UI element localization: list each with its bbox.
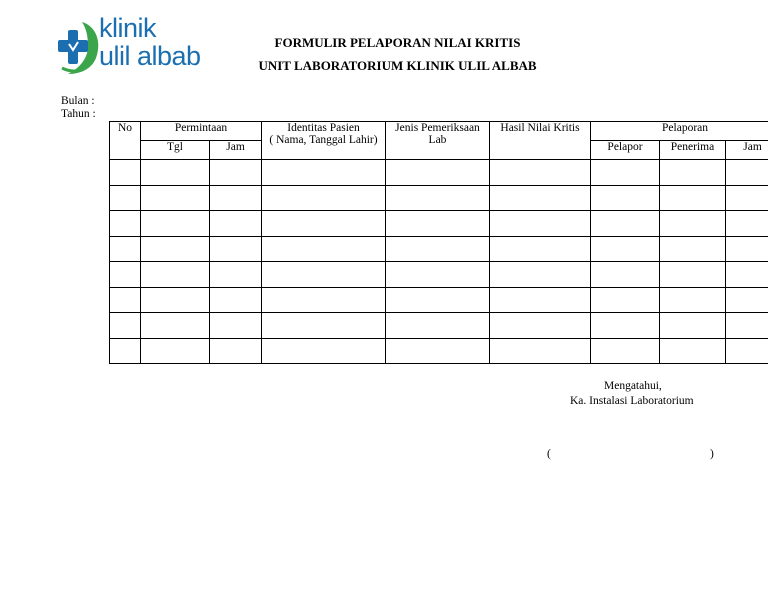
table-cell[interactable] <box>490 185 591 211</box>
table-cell[interactable] <box>262 313 386 339</box>
table-cell[interactable] <box>141 287 210 313</box>
table-cell[interactable] <box>110 287 141 313</box>
table-cell[interactable] <box>110 262 141 288</box>
table-cell[interactable] <box>726 262 768 288</box>
table-cell[interactable] <box>210 287 262 313</box>
table-cell[interactable] <box>262 262 386 288</box>
table-cell[interactable] <box>110 236 141 262</box>
header-penerima: Penerima <box>660 141 726 160</box>
table-cell[interactable] <box>726 338 768 364</box>
table-cell[interactable] <box>110 185 141 211</box>
table-cell[interactable] <box>262 185 386 211</box>
table-row <box>110 287 768 313</box>
table-cell[interactable] <box>660 160 726 186</box>
header-identitas-line2: ( Nama, Tanggal Lahir) <box>269 134 378 146</box>
header-jenis-pemeriksaan <box>386 122 490 160</box>
table-cell[interactable] <box>660 287 726 313</box>
table-cell[interactable] <box>660 185 726 211</box>
table-body <box>110 160 768 364</box>
header-identitas <box>262 122 386 160</box>
table-cell[interactable] <box>210 236 262 262</box>
table-cell[interactable] <box>490 262 591 288</box>
table-cell[interactable] <box>110 211 141 237</box>
table-cell[interactable] <box>591 287 660 313</box>
table-cell[interactable] <box>660 262 726 288</box>
table-cell[interactable] <box>141 236 210 262</box>
table-cell[interactable] <box>210 262 262 288</box>
table-cell[interactable] <box>110 313 141 339</box>
table-cell[interactable] <box>591 262 660 288</box>
lab-head-title: Ka. Instalasi Laboratorium <box>570 395 694 407</box>
table-row <box>110 262 768 288</box>
table-row <box>110 160 768 186</box>
logo-line-2: ulil albab <box>99 41 201 71</box>
header-no: No <box>110 122 141 160</box>
table-cell[interactable] <box>490 211 591 237</box>
table-cell[interactable] <box>386 262 490 288</box>
header-pelaporan: Pelaporan <box>591 122 768 141</box>
table-cell[interactable] <box>141 262 210 288</box>
header-pelapor: Pelapor <box>591 141 660 160</box>
header-jam-pelaporan: Jam <box>726 141 768 160</box>
header-hasil: Hasil Nilai Kritis <box>490 122 591 160</box>
table-cell[interactable] <box>210 313 262 339</box>
table-row <box>110 185 768 211</box>
table-cell[interactable] <box>591 185 660 211</box>
table-cell[interactable] <box>262 287 386 313</box>
table-row <box>110 211 768 237</box>
table-cell[interactable] <box>210 185 262 211</box>
table-row <box>110 338 768 364</box>
table-cell[interactable] <box>262 236 386 262</box>
table-row <box>110 313 768 339</box>
table-cell[interactable] <box>660 313 726 339</box>
table-cell[interactable] <box>386 287 490 313</box>
table-cell[interactable] <box>386 236 490 262</box>
medical-cross-icon <box>56 20 104 76</box>
table-cell[interactable] <box>660 211 726 237</box>
header-tgl: Tgl <box>141 141 210 160</box>
logo-line-1: klinik <box>99 13 157 43</box>
year-label: Tahun : <box>61 108 96 120</box>
table-cell[interactable] <box>591 338 660 364</box>
table-cell[interactable] <box>110 160 141 186</box>
table-cell[interactable] <box>141 338 210 364</box>
table-cell[interactable] <box>726 211 768 237</box>
table-cell[interactable] <box>210 160 262 186</box>
table-cell[interactable] <box>490 287 591 313</box>
table-cell[interactable] <box>591 211 660 237</box>
month-label: Bulan : <box>61 95 95 107</box>
table-cell[interactable] <box>726 236 768 262</box>
critical-value-table <box>109 121 768 364</box>
table-cell[interactable] <box>591 236 660 262</box>
table-cell[interactable] <box>141 160 210 186</box>
form-title: FORMULIR PELAPORAN NILAI KRITIS <box>274 35 521 50</box>
table-cell[interactable] <box>726 313 768 339</box>
table-cell[interactable] <box>591 160 660 186</box>
table-cell[interactable] <box>141 185 210 211</box>
table-cell[interactable] <box>141 313 210 339</box>
table-cell[interactable] <box>386 313 490 339</box>
header-jam: Jam <box>210 141 262 160</box>
table-cell[interactable] <box>660 338 726 364</box>
table-cell[interactable] <box>660 236 726 262</box>
table-cell[interactable] <box>490 236 591 262</box>
table-cell[interactable] <box>726 287 768 313</box>
table-cell[interactable] <box>726 185 768 211</box>
header-identitas-line1: Identitas Pasien <box>287 122 360 134</box>
table-cell[interactable] <box>141 211 210 237</box>
clinic-logo <box>56 13 201 78</box>
signature-close-paren: ) <box>710 448 714 460</box>
table-cell[interactable] <box>262 160 386 186</box>
table-cell[interactable] <box>490 313 591 339</box>
header-permintaan: Permintaan <box>141 122 262 141</box>
acknowledged-label: Mengatahui, <box>604 380 662 392</box>
table-cell[interactable] <box>591 313 660 339</box>
table-cell[interactable] <box>210 338 262 364</box>
table-cell[interactable] <box>490 338 591 364</box>
header-jenis-line2: Lab <box>428 134 447 146</box>
logo-wordmark <box>99 14 201 70</box>
table-cell[interactable] <box>386 211 490 237</box>
table-cell[interactable] <box>110 338 141 364</box>
table-cell[interactable] <box>262 211 386 237</box>
table-row <box>110 236 768 262</box>
form-subtitle: UNIT LABORATORIUM KLINIK ULIL ALBAB <box>258 58 537 73</box>
table-cell[interactable] <box>262 338 386 364</box>
table-cell[interactable] <box>386 185 490 211</box>
table-cell[interactable] <box>490 160 591 186</box>
table-cell[interactable] <box>726 160 768 186</box>
table-cell[interactable] <box>386 338 490 364</box>
table-cell[interactable] <box>386 160 490 186</box>
header-jenis-line1: Jenis Pemeriksaan <box>395 122 480 134</box>
signature-open-paren: ( <box>547 448 551 460</box>
table-cell[interactable] <box>210 211 262 237</box>
